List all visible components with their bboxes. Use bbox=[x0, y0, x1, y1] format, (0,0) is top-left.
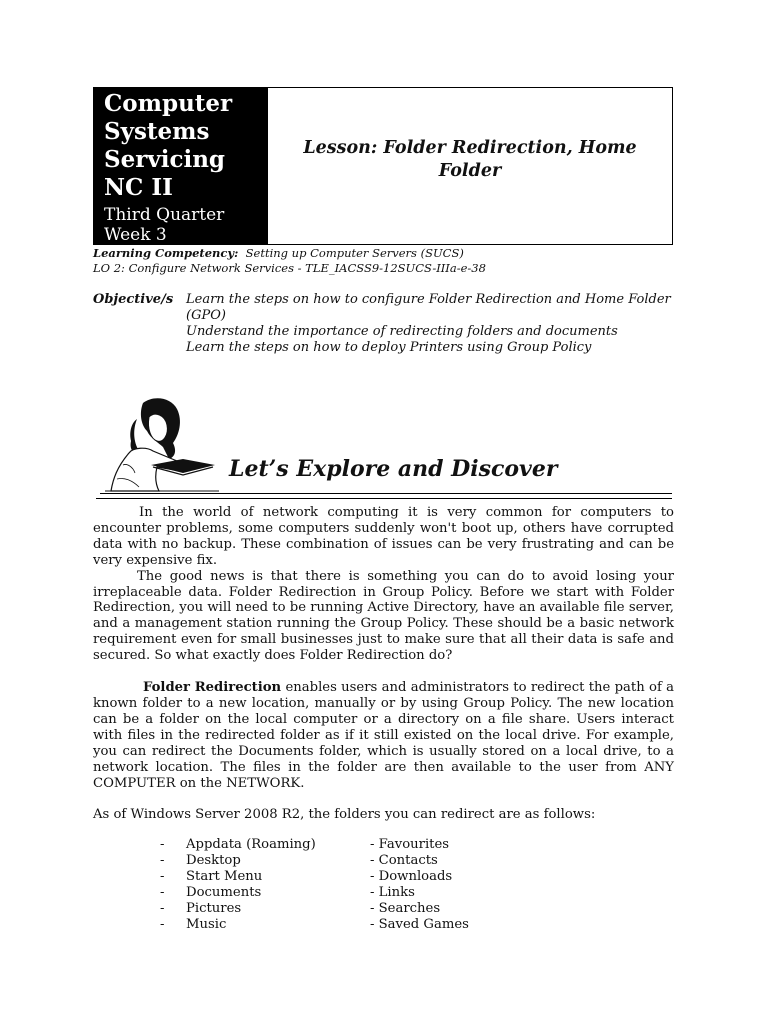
list-item: - Documents bbox=[160, 884, 262, 900]
objectives-label: Objective/s bbox=[93, 292, 174, 307]
lesson-title-block bbox=[268, 88, 672, 244]
lesson-header bbox=[93, 87, 673, 245]
list-item: - Favourites bbox=[370, 837, 450, 852]
competency-text: Setting up Computer Servers (SUCS) bbox=[245, 246, 464, 260]
list-item: - Searches bbox=[370, 900, 441, 916]
folder-redirection-term: Folder Redirection bbox=[143, 680, 282, 696]
objectives-block bbox=[93, 292, 693, 356]
course-title-line-2: Systems bbox=[104, 118, 210, 145]
folders-right-column bbox=[370, 837, 580, 932]
list-item: - Pictures bbox=[160, 900, 242, 916]
list-item: - Contacts bbox=[370, 852, 438, 868]
section-title: Let’s Explore and Discover bbox=[229, 456, 558, 482]
lesson-title: Lesson: Folder Redirection, Home Folder bbox=[303, 138, 637, 181]
list-dash: - bbox=[160, 852, 165, 868]
list-item: - Start Menu bbox=[160, 868, 263, 884]
objective-item: Understand the importance of redirecting folders and documents bbox=[186, 324, 618, 339]
list-dash: - bbox=[160, 837, 165, 852]
list-dash: - bbox=[160, 900, 165, 916]
course-title-line-3: Servicing bbox=[104, 146, 226, 173]
folders-left-column bbox=[160, 837, 370, 932]
objective-item: Learn the steps on how to configure Folder Redirection and Home Folder (GPO) bbox=[186, 292, 671, 323]
learning-outcome: LO 2: Configure Network Services - TLE_IACSS9-12SUCS-IIIa-e-38 bbox=[93, 261, 486, 275]
lesson-body bbox=[93, 505, 674, 823]
list-item: - Desktop bbox=[160, 852, 241, 868]
competency-block: Learning Competency: Setting up Computer Servers (SUCS) LO 2: Configure Network Services - TLE_IACSS9-12SUCS-IIIa-e-38 bbox=[93, 246, 486, 275]
list-item: - Saved Games bbox=[370, 916, 469, 932]
list-item: - Downloads bbox=[370, 868, 453, 884]
quarter-label: Third Quarter bbox=[104, 205, 225, 225]
list-dash: - bbox=[160, 868, 165, 884]
good-news-paragraph: The good news is that there is something you can do to avoid losing your irreplaceable data. Folder Redirection in Group Policy. Before we start with Folder Redirection, you will need to be running Active Directory, have an available file server, and a management station running the Group Policy. These should be a basic network requirement even for small businesses just to make sure that all their data is safe and secured. So what exactly does Folder Redirection do? bbox=[93, 568, 674, 664]
reading-girl-illustration bbox=[103, 395, 221, 493]
folder-redirection-definition: enables users and administrators to redirect the path of a known folder to a new location, manually or by using Group Policy. The new location can be a folder on the local computer or a directory on a file share. Users interact with files in the redirected folder as if it still existed on the local drive. For example, you can redirect the Documents folder, which is usually stored on a local drive, to a network location. The files in the folder are then available to the user from ANY COMPUTER on the NETWORK. bbox=[93, 680, 674, 791]
list-item: - Links bbox=[370, 884, 415, 900]
list-dash: - bbox=[160, 884, 165, 900]
list-dash: - bbox=[160, 916, 165, 932]
folder-redirection-paragraph bbox=[93, 680, 674, 791]
list-item: - Music bbox=[160, 916, 227, 932]
objectives-list bbox=[186, 292, 693, 356]
intro-paragraph: In the world of network computing it is very common for computers to encounter problems, some computers suddenly won't boot up, others have corrupted data with no backup. These combination of issues can be very frustrating and can be very expensive fix. bbox=[93, 505, 674, 568]
redirectable-folders-list bbox=[160, 837, 580, 932]
list-item: - Appdata (Roaming) bbox=[160, 837, 316, 852]
week-label: Week 3 bbox=[104, 225, 167, 245]
section-divider bbox=[100, 493, 672, 494]
objective-item: Learn the steps on how to deploy Printers using Group Policy bbox=[186, 340, 592, 355]
course-title-line-4: NC II bbox=[104, 174, 173, 201]
competency-label: Learning Competency bbox=[93, 246, 235, 260]
course-title-line-1: Computer bbox=[104, 90, 233, 117]
course-block bbox=[94, 88, 268, 244]
section-divider bbox=[96, 498, 672, 499]
windows-server-paragraph: As of Windows Server 2008 R2, the folders you can redirect are as follows: bbox=[93, 807, 596, 823]
